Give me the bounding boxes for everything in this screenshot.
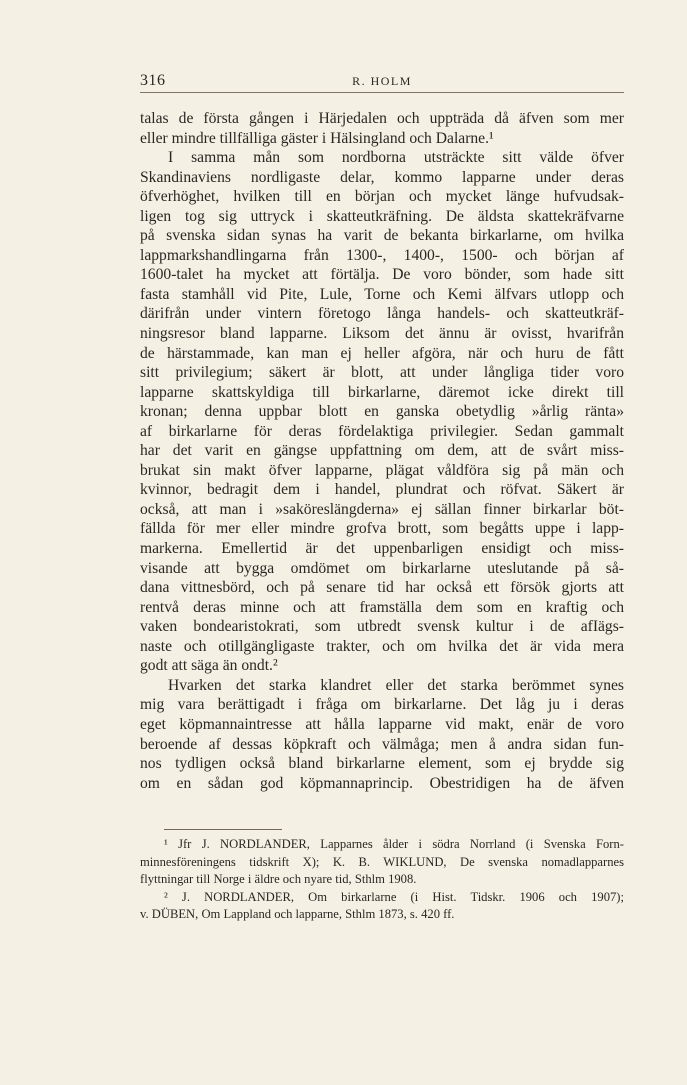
footnote-line: v. DÜBEN, Om Lappland och lapparne, Sthlm 1873, s. 420 ff. bbox=[140, 907, 455, 922]
footnote-line: minnesföreningens tidskrift X); K. B. WIKLUND, De svenska nomadlapparnes bbox=[140, 854, 624, 869]
text-line: de härstammade, kan man ej heller afgöra, när och huru de fått bbox=[140, 344, 624, 362]
running-head: R. HOLM bbox=[352, 74, 412, 88]
text-line: I samma mån som nordborna utsträckte sitt välde öfver bbox=[168, 149, 624, 167]
text-line: lappmarkshandlingarna från 1300-, 1400-, 1500- och början af bbox=[140, 246, 624, 264]
text-line: om en sådan god köpmannaprincip. Obestridigen ha de äfven bbox=[140, 774, 624, 792]
text-line: visande att bygga omdömet om birkarlarne uteslutande på så- bbox=[140, 559, 624, 577]
text-line: Hvarken det starka klandret eller det starka berömmet synes bbox=[168, 676, 624, 694]
text-line: fasta stamhåll vid Pite, Lule, Torne och Kemi älfvars utlopp och bbox=[140, 285, 624, 303]
body-text bbox=[140, 109, 624, 793]
text-line: rentvå deras minne och att framställa dem som en kraftig och bbox=[140, 598, 624, 616]
text-line: ligen tog sig uttryck i skatteutkräfning. De äldsta skattekräfvarne bbox=[140, 207, 624, 225]
footnote-line: flyttningar till Norge i äldre och nyare tid, Sthlm 1908. bbox=[140, 872, 417, 887]
text-line: kvinnor, bedragit dem i handel, plundrat och röfvat. Säkert är bbox=[140, 481, 624, 499]
text-line: öfverhöghet, hvilken till en början och mycket länge hufvudsak- bbox=[140, 188, 624, 206]
text-line: på svenska sidan synas ha varit de bekanta birkarlarne, om hvilka bbox=[140, 227, 624, 245]
text-line: kronan; denna uppbar blott en ganska obetydlig »årlig ränta» bbox=[140, 403, 624, 421]
text-line: lapparne skattskyldiga till birkarlarne, däremot icke direkt till bbox=[140, 383, 624, 401]
page-header bbox=[140, 72, 624, 92]
text-line: beroende af dessas köpkraft och välmåga; men å andra sidan fun- bbox=[140, 735, 624, 753]
text-line: eget köpmannaintresse att hålla lapparne vid makt, enär de voro bbox=[140, 715, 624, 733]
footnote-line: ¹ Jfr J. NORDLANDER, Lapparnes ålder i södra Norrland (i Svenska Forn- bbox=[164, 837, 624, 851]
text-line: nos tydligen också bland birkarlarne element, som ej brydde sig bbox=[140, 755, 624, 773]
text-line: också, att man i »saköreslängderna» ej sällan finner birkarlar böt- bbox=[140, 500, 624, 518]
text-line: har det varit en gängse uppfattning om dem, att de svårt miss- bbox=[140, 442, 624, 460]
text-line: ningsresor bland lapparne. Liksom det ännu är ovisst, hvarifrån bbox=[140, 325, 624, 343]
text-line: godt att säga än ondt.² bbox=[140, 657, 278, 675]
footnote-line: ² J. NORDLANDER, Om birkarlarne (i Hist. Tidskr. 1906 och 1907); bbox=[164, 889, 624, 904]
text-line: naste och otillgängligaste trakter, och om hvilka det är vida mera bbox=[140, 637, 624, 655]
header-rule bbox=[140, 92, 624, 93]
footnote-rule bbox=[164, 829, 282, 830]
text-line: därifrån under vintern företogo långa handels- och skatteutkräf- bbox=[140, 305, 624, 323]
text-line: fällda för mer eller mindre grofva brott, som begåtts uppe i lapp- bbox=[140, 520, 624, 538]
text-line: sitt privilegium; säkert är blott, att under långliga tider voro bbox=[140, 364, 624, 382]
text-line: markerna. Emellertid är det uppenbarligen ensidigt och miss- bbox=[140, 540, 624, 558]
text-line: talas de första gången i Härjedalen och uppträda då äfven som mer bbox=[140, 110, 624, 127]
text-line: af birkarlarne för deras fördelaktiga privilegier. Sedan gammalt bbox=[140, 422, 624, 440]
text-line: eller mindre tillfälliga gäster i Hälsingland och Dalarne.¹ bbox=[140, 129, 494, 147]
text-line: dana vittnesbörd, och på senare tid har också ett försök gjorts att bbox=[140, 579, 624, 597]
text-line: brukat sin makt öfver lapparne, plägat våldföra sig på män och bbox=[140, 461, 624, 479]
text-line: 1600-talet ha mycket att förtälja. De voro bönder, som hade sitt bbox=[140, 266, 624, 284]
page-number: 316 bbox=[140, 72, 166, 89]
text-line: Skandinaviens nordligaste delar, kommo lapparne under deras bbox=[140, 168, 624, 186]
footnotes bbox=[140, 836, 624, 924]
text-line: mig vara berättigadt i fråga om birkarlarne. Det låg ju i deras bbox=[140, 696, 624, 714]
text-line: vaken bondearistokrati, som utbredt svensk kultur i de afIägs- bbox=[140, 618, 624, 636]
